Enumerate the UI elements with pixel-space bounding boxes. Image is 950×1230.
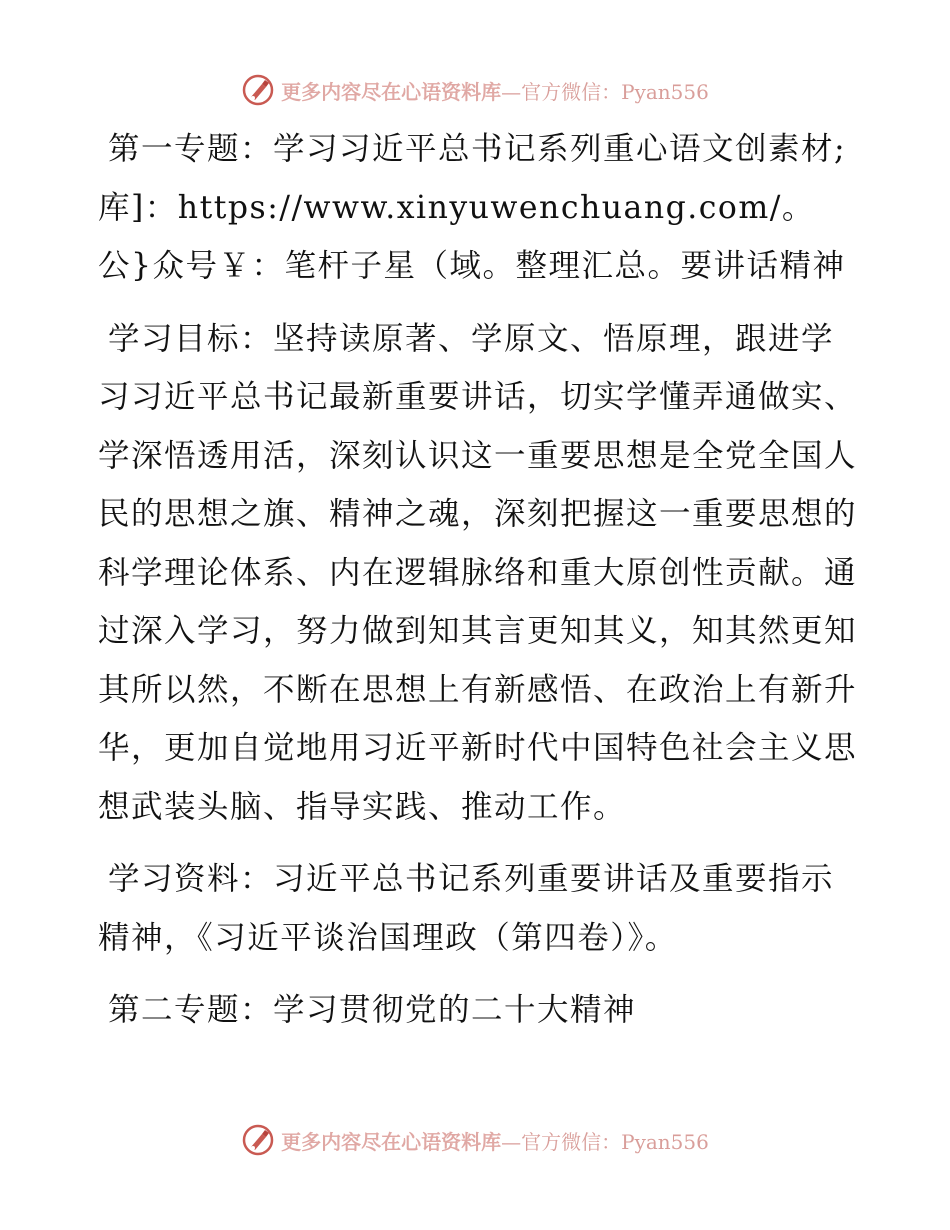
watermark-text: 更多内容尽在心语资料库—官方微信：Pyan556 xyxy=(281,1129,709,1154)
footer-watermark xyxy=(0,1120,950,1160)
pen-nib-circle-icon xyxy=(241,1123,275,1157)
paragraph-topic-two: 第二专题：学习贯彻党的二十大精神 xyxy=(108,992,637,1028)
header-watermark xyxy=(0,70,950,110)
paragraph-topic-one: 第一专题：学习习近平总书记系列重心语文创素材;库]：https://www.xinyuwenchuang.com/。公}众号￥：笔杆子星（域。整理汇总。要讲话精神 xyxy=(98,131,847,284)
pen-nib-circle-icon xyxy=(241,73,275,107)
document-body xyxy=(98,120,858,1046)
paragraph-learning-goal: 学习目标：坚持读原著、学原文、悟原理，跟进学习习近平总书记最新重要讲话，切实学懂弄通做实、学深悟透用活，深刻认识这一重要思想是全党全国人民的思想之旗、精神之魂，深刻把握这一重要思想的科学理论体系、内在逻辑脉络和重大原创性贡献。通过深入学习，努力做到知其言更知其义，知其然更知其所以然，不断在思想上有新感悟、在政治上有新升华，更加自觉地用习近平新时代中国特色社会主义思想武装头脑、指导实践、推动工作。 xyxy=(98,320,858,825)
paragraph-learning-materials: 学习资料：习近平总书记系列重要讲话及重要指示精神，《习近平谈治国理政（第四卷）》。 xyxy=(98,861,835,956)
watermark-text: 更多内容尽在心语资料库—官方微信：Pyan556 xyxy=(281,79,709,104)
